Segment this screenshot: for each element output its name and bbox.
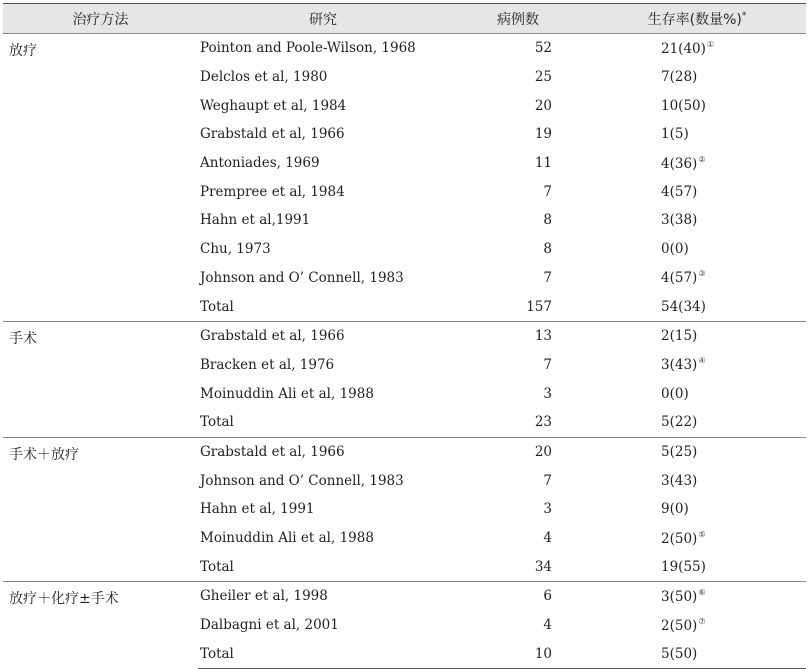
survival-value: 3(43) (661, 357, 698, 374)
table-header-row (3, 4, 806, 34)
footnote-marker: ⑤ (698, 529, 706, 539)
header-cases: 病例数 (448, 4, 588, 34)
survival-cell (588, 235, 806, 264)
survival-value: 9(0) (661, 501, 689, 518)
survival-value: 2(50) (661, 617, 698, 634)
survival-value: 1(5) (661, 126, 689, 143)
survival-cell (588, 292, 806, 321)
survival-value: 5(25) (661, 443, 698, 460)
survival-value: 5(50) (661, 645, 698, 662)
study-cell: Johnson and O’ Connell, 1983 (200, 472, 404, 489)
cases-cell: 13 (448, 321, 588, 350)
header-survival-mark: * (741, 10, 747, 21)
survival-cell (588, 495, 806, 524)
study-cell: Total (200, 414, 234, 431)
footnote-marker: ② (698, 154, 706, 164)
survival-cell (588, 611, 806, 640)
header-study: 研究 (198, 4, 448, 34)
survival-cell (588, 437, 806, 466)
cases-cell: 157 (526, 298, 552, 315)
study-cell: Antoniades, 1969 (200, 155, 320, 172)
cases-cell: 20 (534, 97, 552, 114)
survival-cell (588, 379, 806, 408)
survival-value: 10(50) (661, 97, 706, 114)
survival-value: 3(43) (661, 472, 698, 489)
survival-cell (588, 582, 806, 611)
cases-cell: 7 (543, 269, 552, 286)
footnote-marker: ③ (698, 269, 706, 279)
study-cell: Hahn et al, 1991 (200, 501, 315, 518)
treatment-method-cell: 手术＋放疗 (3, 437, 198, 581)
cases-cell: 11 (534, 155, 552, 172)
cases-cell: 34 (534, 558, 552, 575)
survival-cell (588, 177, 806, 206)
survival-value: 4(57) (661, 183, 698, 200)
survival-cell (588, 206, 806, 235)
survival-value: 7(28) (661, 69, 698, 86)
survival-cell (588, 63, 806, 92)
cases-cell: 7 (543, 356, 552, 373)
study-cell: Chu, 1973 (200, 241, 271, 258)
treatment-method-cell: 放疗 (3, 34, 198, 322)
survival-value: 4(36) (661, 155, 698, 172)
study-cell: Delclos et al, 1980 (200, 69, 328, 86)
footnote-marker: ④ (698, 356, 706, 366)
survival-cell (588, 351, 806, 380)
survival-value: 19(55) (661, 558, 706, 575)
treatment-method-cell: 手术 (3, 321, 198, 437)
study-cell: Weghaupt et al, 1984 (200, 97, 347, 114)
study-cell: Prempree et al, 1984 (200, 183, 345, 200)
cases-cell: 8 (543, 241, 552, 258)
treatment-method-cell: 放疗＋化疗±手术 (3, 582, 198, 669)
survival-cell (588, 524, 806, 553)
survival-value: 2(15) (661, 328, 698, 345)
study-cell: Gheiler et al, 1998 (198, 582, 448, 611)
study-cell: Dalbagni et al, 2001 (200, 617, 339, 634)
cases-cell: 23 (534, 414, 552, 431)
survival-table (3, 3, 806, 669)
survival-cell (588, 120, 806, 149)
study-cell: Pointon and Poole-Wilson, 1968 (198, 34, 448, 63)
survival-value: 0(0) (661, 241, 689, 258)
cases-cell: 7 (543, 472, 552, 489)
survival-value: 2(50) (661, 530, 698, 547)
table-row (3, 321, 806, 350)
header-survival-label: 生存率(数量%) (647, 11, 742, 28)
study-cell: Moinuddin Ali et al, 1988 (200, 385, 374, 402)
survival-cell (588, 34, 806, 63)
study-cell: Total (200, 298, 234, 315)
survival-cell (588, 408, 806, 437)
header-method: 治疗方法 (3, 4, 198, 34)
cases-cell: 3 (543, 501, 552, 518)
cases-cell: 19 (534, 126, 552, 143)
study-cell: Grabstald et al, 1966 (200, 126, 345, 143)
survival-cell (588, 639, 806, 668)
study-cell: Johnson and O’ Connell, 1983 (200, 269, 404, 286)
table-body (3, 34, 806, 669)
cases-cell: 6 (448, 582, 588, 611)
survival-value: 0(0) (661, 385, 689, 402)
survival-value: 3(50) (661, 588, 698, 605)
survival-value: 4(57) (661, 270, 698, 287)
cases-cell: 4 (543, 617, 552, 634)
cases-cell: 8 (543, 212, 552, 229)
footnote-marker: ⑥ (698, 587, 706, 597)
survival-cell (588, 552, 806, 581)
table-row (3, 34, 806, 63)
survival-cell (588, 321, 806, 350)
survival-cell (588, 466, 806, 495)
survival-value: 54(34) (661, 298, 706, 315)
cases-cell: 10 (448, 639, 588, 668)
header-survival (588, 4, 806, 34)
cases-cell: 20 (448, 437, 588, 466)
survival-cell (588, 264, 806, 293)
study-cell: Total (198, 639, 448, 668)
cases-cell: 4 (543, 530, 552, 547)
table-row (3, 437, 806, 466)
survival-value: 5(22) (661, 414, 698, 431)
cases-cell: 52 (448, 34, 588, 63)
survival-value: 21(40) (661, 40, 706, 57)
footnote-marker: ① (706, 39, 715, 49)
cases-cell: 7 (543, 183, 552, 200)
survival-value: 3(38) (661, 212, 698, 229)
study-cell: Hahn et al,1991 (200, 212, 311, 229)
study-cell: Grabstald et al, 1966 (198, 437, 448, 466)
survival-cell (588, 149, 806, 178)
footnote-marker: ⑦ (698, 616, 706, 626)
study-cell: Moinuddin Ali et al, 1988 (200, 530, 374, 547)
study-cell: Total (200, 558, 234, 575)
cases-cell: 3 (543, 385, 552, 402)
study-cell: Grabstald et al, 1966 (198, 321, 448, 350)
survival-cell (588, 91, 806, 120)
table-row (3, 582, 806, 611)
study-cell: Bracken et al, 1976 (200, 356, 335, 373)
cases-cell: 25 (534, 69, 552, 86)
